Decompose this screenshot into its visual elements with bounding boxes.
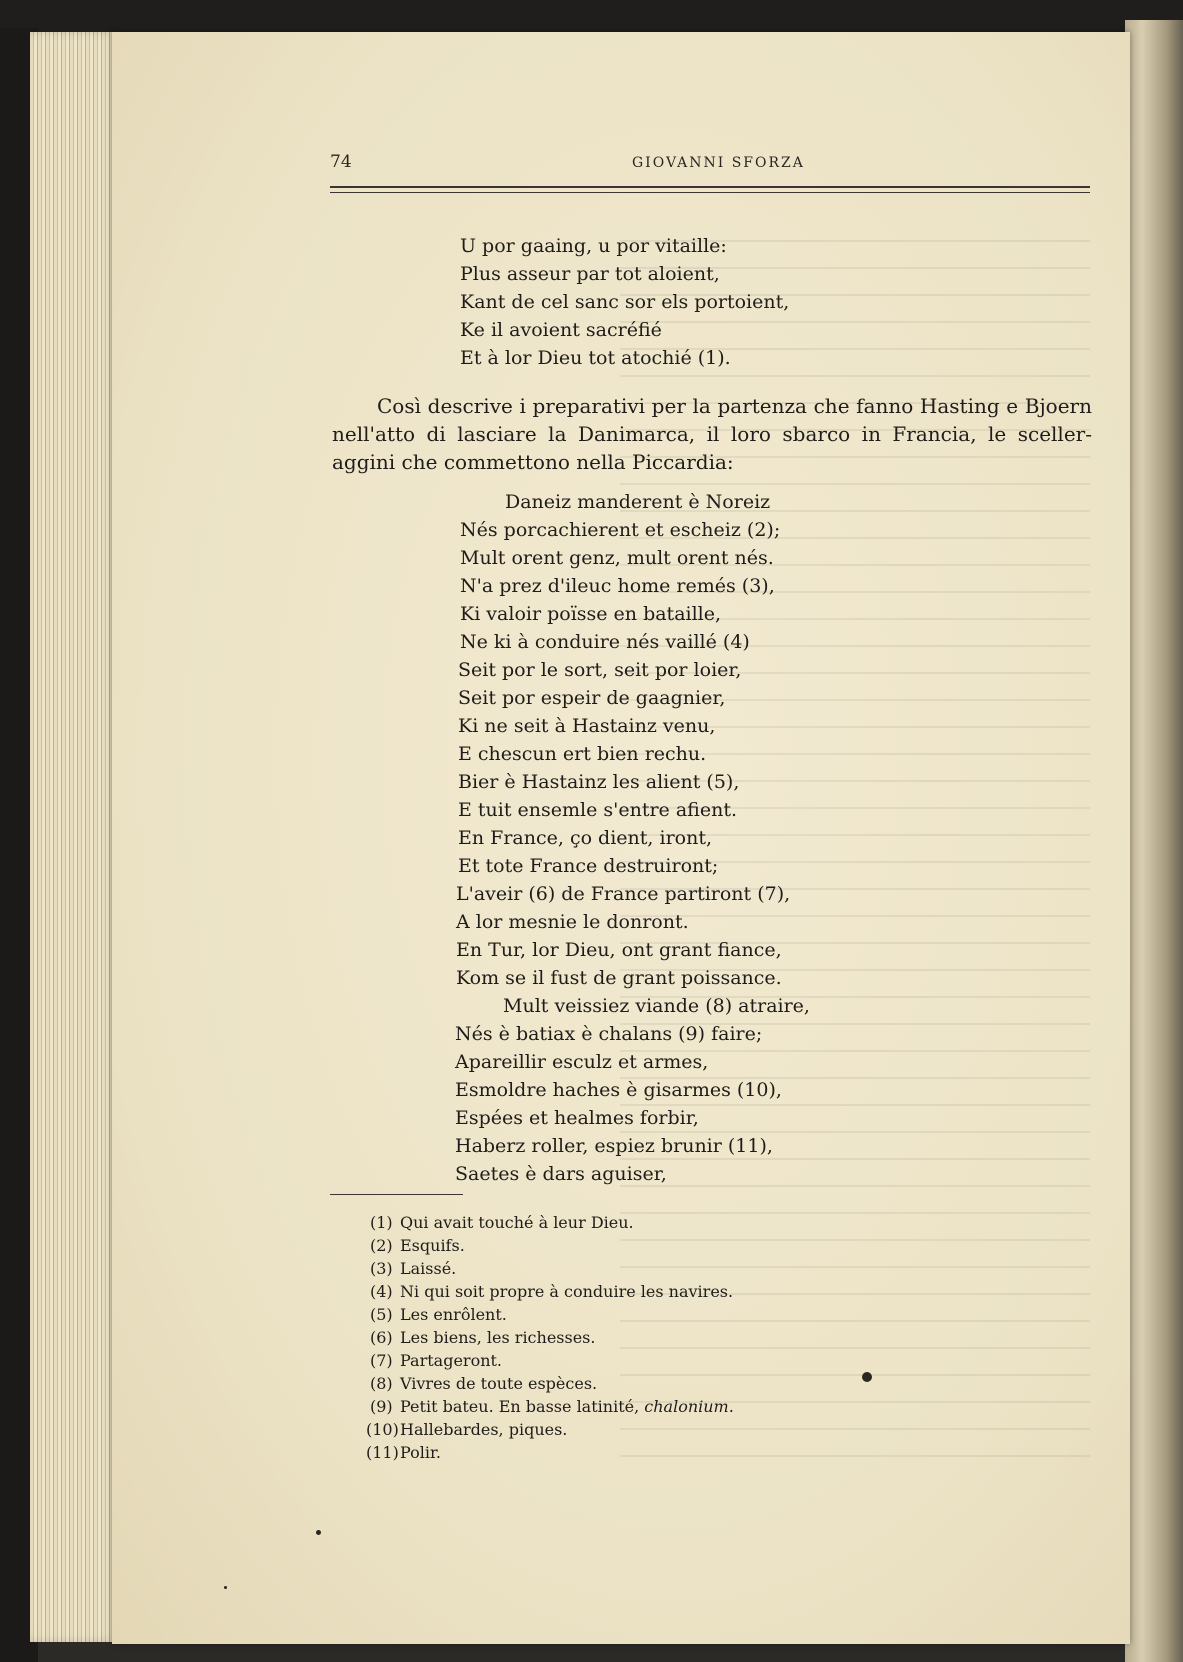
verse-line: Et à lor Dieu tot atochié (1).	[460, 347, 731, 369]
verse-line: En Tur, lor Dieu, ont grant fiance,	[456, 939, 782, 961]
footnote: (9) Petit bateu. En basse latinité, chalonium.	[370, 1397, 734, 1416]
footnote: (3) Laissé.	[370, 1259, 457, 1278]
footnote: (5) Les enrôlent.	[370, 1305, 507, 1324]
verse-line: Seit por le sort, seit por loier,	[458, 659, 742, 681]
verse-line: Kant de cel sanc sor els portoient,	[460, 291, 790, 313]
verse-line: Ke il avoient sacréfié	[460, 319, 662, 341]
verse-line: Nés è batiax è chalans (9) faire;	[455, 1023, 763, 1045]
verse-line: Plus asseur par tot aloient,	[460, 263, 720, 285]
footnote: (11)Polir.	[366, 1443, 441, 1462]
verse-line: En France, ço dient, iront,	[458, 827, 713, 849]
verse-line: Et tote France destruiront;	[458, 855, 719, 877]
footnote: (7) Partageront.	[370, 1351, 503, 1370]
ink-speck	[316, 1530, 321, 1535]
footnote: (2) Esquifs.	[370, 1236, 465, 1255]
verse-line: Mult veissiez viande (8) atraire,	[503, 995, 810, 1017]
footnote: (8) Vivres de toute espèces.	[370, 1374, 598, 1393]
verse-line: N'a prez d'ileuc home remés (3),	[460, 575, 775, 597]
verse-line: Daneiz manderent è Noreiz	[505, 491, 771, 513]
page-number: 74	[330, 152, 352, 172]
verse-line: Seit por espeir de gaagnier,	[458, 687, 726, 709]
verse-line: Nés porcachierent et escheiz (2);	[460, 519, 781, 541]
footnote: (4) Ni qui soit propre à conduire les navires.	[370, 1282, 734, 1301]
verse-line: U por gaaing, u por vitaille:	[460, 235, 727, 257]
header-rule	[330, 186, 1090, 188]
footnote: (10)Hallebardes, piques.	[366, 1420, 568, 1439]
verse-line: Ki valoir poïsse en bataille,	[460, 603, 722, 625]
page-edges	[30, 32, 120, 1642]
verse-line: Haberz roller, espiez brunir (11),	[455, 1135, 773, 1157]
verse-line: Espées et healmes forbir,	[455, 1107, 699, 1129]
verse-line: Ne ki à conduire nés vaillé (4)	[460, 631, 750, 653]
verse-line: E tuit ensemle s'entre afient.	[458, 799, 737, 821]
header-rule-thin	[330, 192, 1090, 193]
footnote: (6) Les biens, les richesses.	[370, 1328, 596, 1347]
verse-line: Esmoldre haches è gisarmes (10),	[455, 1079, 782, 1101]
prose-text: Così descrive i preparativi per la partenza che fanno Hasting e Bjoern nell'atto di lasciare la Danimarca, il loro sbarco in Francia, le scelleraggini che commettono nella Piccardia:	[332, 394, 1092, 474]
verse-line: Apareillir esculz et armes,	[455, 1051, 709, 1073]
ink-speck	[862, 1372, 872, 1382]
verse-line: Ki ne seit à Hastainz venu,	[458, 715, 716, 737]
verse-line: E chescun ert bien rechu.	[458, 743, 707, 765]
page-header	[330, 152, 1090, 174]
verse-line: L'aveir (6) de France partiront (7),	[456, 883, 791, 905]
verse-line: Kom se il fust de grant poissance.	[456, 967, 782, 989]
verse-line: Saetes è dars aguiser,	[455, 1163, 667, 1185]
verse-line: A lor mesnie le donront.	[456, 911, 689, 933]
verse-line: Mult orent genz, mult orent nés.	[460, 547, 774, 569]
running-title: GIOVANNI SFORZA	[632, 155, 805, 171]
prose-paragraph	[332, 392, 1092, 476]
ink-speck	[224, 1586, 227, 1589]
footnote: (1) Qui avait touché à leur Dieu.	[370, 1213, 634, 1232]
footnote-rule	[330, 1194, 463, 1195]
next-page-edge	[1125, 20, 1183, 1662]
verse-line: Bier è Hastainz les alient (5),	[458, 771, 740, 793]
